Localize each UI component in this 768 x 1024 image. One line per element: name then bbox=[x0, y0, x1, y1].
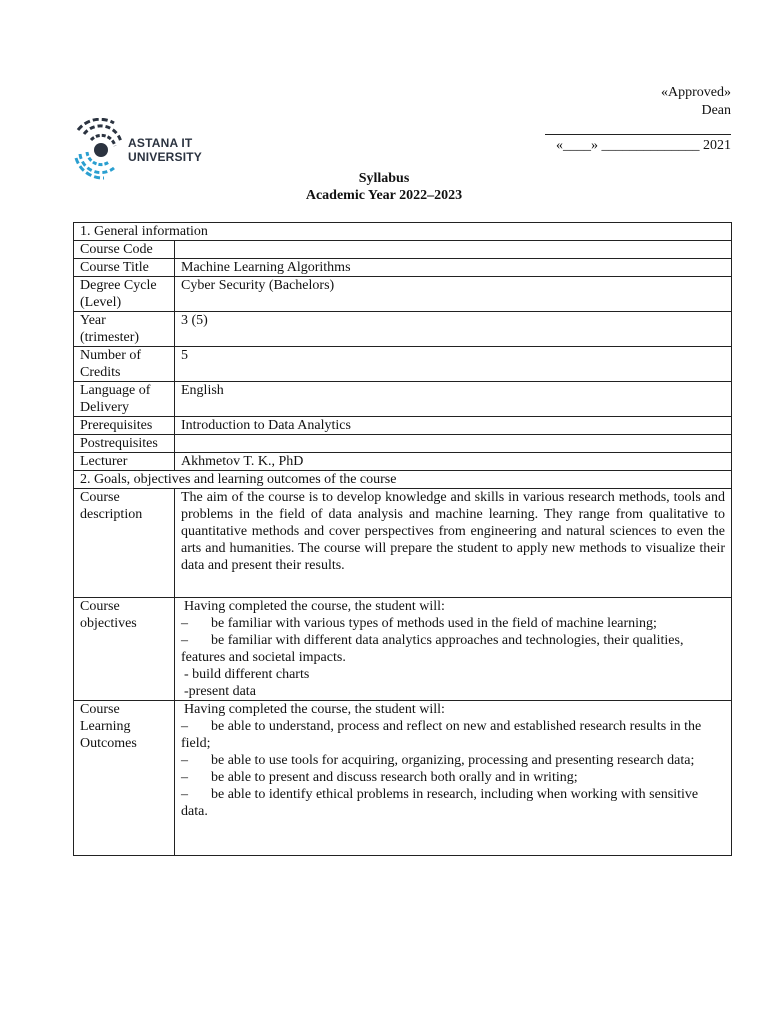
row-value: Introduction to Data Analytics bbox=[175, 417, 732, 435]
syllabus-table bbox=[73, 222, 732, 856]
row-label: Postrequisites bbox=[74, 435, 175, 453]
row-value: Cyber Security (Bachelors) bbox=[175, 277, 732, 312]
section-heading: 1. General information bbox=[74, 223, 732, 241]
section-header-goals bbox=[74, 471, 732, 489]
row-value: 3 (5) bbox=[175, 312, 732, 347]
row-label: Year (trimester) bbox=[74, 312, 175, 347]
dean-label: Dean bbox=[701, 103, 731, 118]
approval-date: «____» ______________ 2021 bbox=[556, 138, 731, 153]
list-item: – be able to present and discuss research both orally and in writing; bbox=[181, 770, 578, 785]
document-title bbox=[0, 170, 768, 204]
objectives-intro: Having completed the course, the student will: bbox=[184, 599, 445, 614]
row-label: Number of Credits bbox=[74, 347, 175, 382]
row-value: 5 bbox=[175, 347, 732, 382]
row-value bbox=[175, 435, 732, 453]
row-value: Akhmetov T. K., PhD bbox=[175, 453, 732, 471]
section-heading: 2. Goals, objectives and learning outcomes of the course bbox=[74, 471, 732, 489]
list-item: – be familiar with various types of methods used in the field of machine learning; bbox=[181, 616, 657, 631]
table-row bbox=[74, 241, 732, 259]
row-label: Course description bbox=[74, 489, 175, 598]
approval-block bbox=[545, 84, 731, 155]
table-row bbox=[74, 417, 732, 435]
list-item: – be familiar with different data analytics approaches and technologies, their qualities, features and societal impacts. bbox=[181, 633, 684, 665]
title-syllabus: Syllabus bbox=[358, 171, 410, 186]
course-objectives-row bbox=[74, 598, 732, 701]
table-row bbox=[74, 435, 732, 453]
table-row bbox=[74, 312, 732, 347]
list-item: -present data bbox=[184, 684, 256, 699]
row-label: Language of Delivery bbox=[74, 382, 175, 417]
table-row bbox=[74, 453, 732, 471]
title-academic-year: Academic Year 2022–2023 bbox=[305, 188, 463, 203]
course-outcomes-row bbox=[74, 701, 732, 856]
row-label: Course Learning Outcomes bbox=[74, 701, 175, 856]
row-label: Course Title bbox=[74, 259, 175, 277]
row-label: Lecturer bbox=[74, 453, 175, 471]
table-row bbox=[74, 382, 732, 417]
table-row bbox=[74, 347, 732, 382]
section-header-general bbox=[74, 223, 732, 241]
row-label: Degree Cycle (Level) bbox=[74, 277, 175, 312]
list-item: – be able to understand, process and reflect on new and established research results in the field; bbox=[181, 719, 702, 751]
row-value: Machine Learning Algorithms bbox=[175, 259, 732, 277]
logo-text-line2: UNIVERSITY bbox=[128, 150, 203, 164]
outcomes-intro: Having completed the course, the student will: bbox=[184, 702, 445, 717]
list-item: – be able to use tools for acquiring, organizing, processing and presenting research data; bbox=[181, 753, 695, 768]
row-value: English bbox=[175, 382, 732, 417]
row-label: Course objectives bbox=[74, 598, 175, 701]
row-label: Prerequisites bbox=[74, 417, 175, 435]
row-label: Course Code bbox=[74, 241, 175, 259]
list-item: - build different charts bbox=[184, 667, 310, 682]
course-description-text: The aim of the course is to develop knowledge and skills in various research methods, tools and problems in the field of data analysis and machine learning. They range from qualitative to quantitative methods and cover perspectives from engineering and natural sciences to even the arts and humanities. The course will prepare the student to apply new methods to visualize their data and present their results. bbox=[175, 489, 732, 598]
approved-label: «Approved» bbox=[661, 85, 731, 100]
row-value bbox=[175, 241, 732, 259]
course-outcomes-content bbox=[175, 701, 732, 856]
table-row bbox=[74, 259, 732, 277]
signature-line bbox=[545, 134, 731, 135]
list-item: – be able to identify ethical problems in research, including when working with sensitive data. bbox=[181, 787, 699, 819]
course-objectives-content bbox=[175, 598, 732, 701]
course-description-row bbox=[74, 489, 732, 598]
table-row bbox=[74, 277, 732, 312]
logo-text-line1: ASTANA IT bbox=[128, 136, 193, 150]
